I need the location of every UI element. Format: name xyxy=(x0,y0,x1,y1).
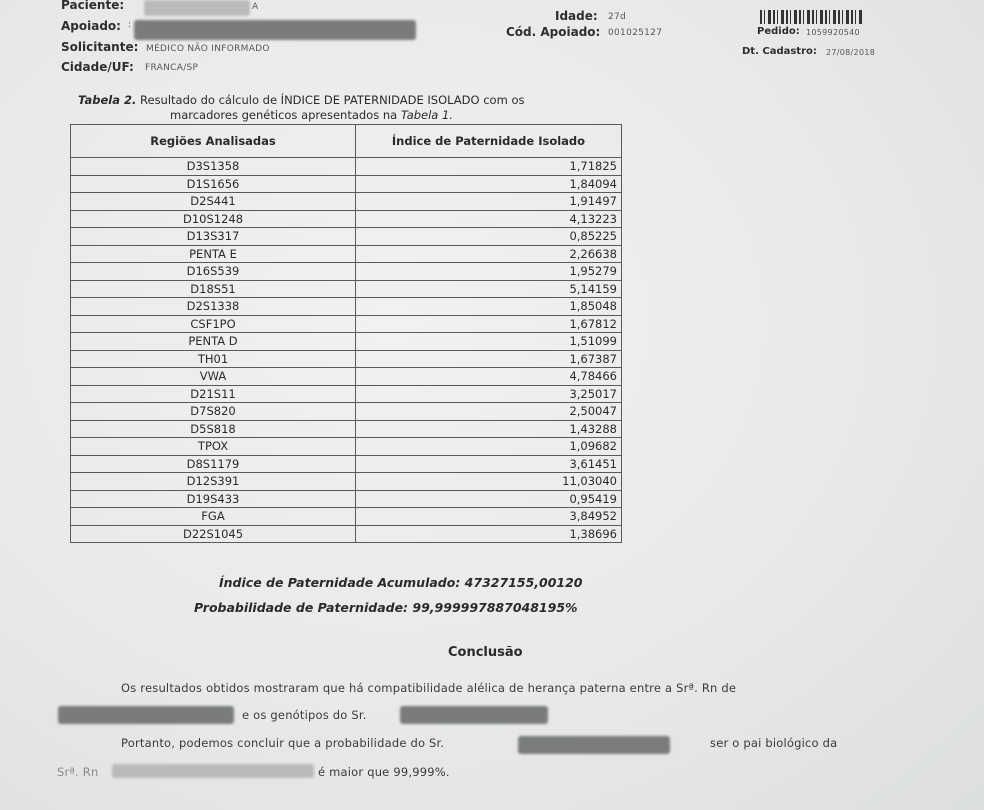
conclusion-p2-line2a: Srª. Rn xyxy=(57,765,99,779)
table-row xyxy=(71,158,622,176)
table-caption-line2 xyxy=(170,108,453,122)
table-row xyxy=(71,350,622,368)
conclusion-p1-line2: e os genótipos do Sr. xyxy=(242,708,367,722)
conclusion-p2-line1b: ser o pai biológico da xyxy=(710,736,838,750)
region-cell: D10S1248 xyxy=(71,210,356,228)
index-value-cell: 1,51099 xyxy=(356,333,622,351)
table-row xyxy=(71,228,622,246)
caption-table-ref: Tabela 1. xyxy=(400,108,453,122)
region-cell: D13S317 xyxy=(71,228,356,246)
region-cell: D5S818 xyxy=(71,420,356,438)
region-cell: D2S1338 xyxy=(71,298,356,316)
table-row xyxy=(71,193,622,211)
table-header-row xyxy=(71,125,622,158)
index-value-cell: 3,61451 xyxy=(356,455,622,473)
child-name-redaction xyxy=(112,764,314,778)
cadastro-label: Dt. Cadastro: xyxy=(742,46,817,57)
region-cell: D1S1656 xyxy=(71,175,356,193)
region-cell: PENTA D xyxy=(71,333,356,351)
table-row xyxy=(71,368,622,386)
index-value-cell: 1,95279 xyxy=(356,263,622,281)
index-value-cell: 1,85048 xyxy=(356,298,622,316)
idade-value: 27d xyxy=(608,12,627,22)
region-cell: D19S433 xyxy=(71,490,356,508)
index-value-cell: 0,95419 xyxy=(356,490,622,508)
table-row xyxy=(71,210,622,228)
table-row xyxy=(71,333,622,351)
conclusion-p2-line2b: é maior que 99,999%. xyxy=(318,765,450,779)
table-row xyxy=(71,455,622,473)
table-caption xyxy=(78,93,524,107)
mother-name-redaction xyxy=(58,706,234,724)
idade-label: Idade: xyxy=(555,9,598,23)
cidade-value: FRANCA/SP xyxy=(145,63,199,73)
region-cell: D12S391 xyxy=(71,473,356,491)
region-cell: CSF1PO xyxy=(71,315,356,333)
index-value-cell: 4,78466 xyxy=(356,368,622,386)
table-row xyxy=(71,175,622,193)
paciente-label: Paciente: xyxy=(61,0,125,12)
paciente-redaction xyxy=(144,0,250,16)
table-row xyxy=(71,245,622,263)
cidade-label: Cidade/UF: xyxy=(61,60,134,74)
col-index-header: Índice de Paternidade Isolado xyxy=(356,125,622,158)
table-row xyxy=(71,385,622,403)
index-value-cell: 2,50047 xyxy=(356,403,622,421)
paternity-index-table xyxy=(70,124,622,543)
table-row xyxy=(71,263,622,281)
caption-text-line2: marcadores genéticos apresentados na xyxy=(170,108,398,122)
table-row xyxy=(71,473,622,491)
index-value-cell: 1,84094 xyxy=(356,175,622,193)
barcode-icon xyxy=(760,10,864,24)
region-cell: FGA xyxy=(71,508,356,526)
region-cell: PENTA E xyxy=(71,245,356,263)
index-value-cell: 3,84952 xyxy=(356,508,622,526)
cod-apoiado-label: Cód. Apoiado: xyxy=(506,25,601,39)
index-value-cell: 1,38696 xyxy=(356,525,622,543)
region-cell: D7S820 xyxy=(71,403,356,421)
caption-tabela-label: Tabela 2. xyxy=(78,93,137,107)
region-cell: D16S539 xyxy=(71,263,356,281)
apoiado-prefix: : xyxy=(128,20,132,30)
cod-apoiado-value: 001025127 xyxy=(608,28,663,38)
caption-text: Resultado do cálculo de ÍNDICE DE PATERNIDADE ISOLADO com os xyxy=(140,93,525,107)
conclusion-p2-line1a: Portanto, podemos concluir que a probabilidade do Sr. xyxy=(121,736,445,750)
region-cell: D8S1179 xyxy=(71,455,356,473)
index-value-cell: 5,14159 xyxy=(356,280,622,298)
region-cell: TH01 xyxy=(71,350,356,368)
region-cell: D22S1045 xyxy=(71,525,356,543)
region-cell: D2S441 xyxy=(71,193,356,211)
table-row xyxy=(71,490,622,508)
apoiado-label: Apoiado: xyxy=(61,19,121,33)
index-value-cell: 1,67812 xyxy=(356,315,622,333)
pedido-value: 1059920540 xyxy=(806,28,860,37)
paternity-probability: Probabilidade de Paternidade: 99,999997887048195% xyxy=(194,600,578,615)
index-value-cell: 1,71825 xyxy=(356,158,622,176)
table-row xyxy=(71,280,622,298)
index-value-cell: 1,09682 xyxy=(356,438,622,456)
paciente-tail: A xyxy=(252,2,259,12)
region-cell: VWA xyxy=(71,368,356,386)
region-cell: D3S1358 xyxy=(71,158,356,176)
region-cell: D18S51 xyxy=(71,280,356,298)
index-value-cell: 1,43288 xyxy=(356,420,622,438)
table-row xyxy=(71,525,622,543)
solicitante-value: MÉDICO NÃO INFORMADO xyxy=(146,44,270,54)
conclusion-p1-line1: Os resultados obtidos mostraram que há compatibilidade alélica de herança paterna entre a Srª. Rn de xyxy=(121,681,737,695)
table-row xyxy=(71,403,622,421)
table-row xyxy=(71,315,622,333)
index-value-cell: 3,25017 xyxy=(356,385,622,403)
accumulated-index: Índice de Paternidade Acumulado: 47327155,00120 xyxy=(219,575,583,590)
index-value-cell: 1,91497 xyxy=(356,193,622,211)
region-cell: TPOX xyxy=(71,438,356,456)
index-value-cell: 4,13223 xyxy=(356,210,622,228)
father-name-redaction-2 xyxy=(518,736,670,754)
pedido-label: Pedido: xyxy=(757,26,800,37)
table-row xyxy=(71,420,622,438)
conclusion-title: Conclusão xyxy=(448,645,523,660)
index-value-cell: 1,67387 xyxy=(356,350,622,368)
table-row xyxy=(71,438,622,456)
solicitante-label: Solicitante: xyxy=(61,40,139,54)
table-row xyxy=(71,508,622,526)
index-value-cell: 0,85225 xyxy=(356,228,622,246)
cadastro-value: 27/08/2018 xyxy=(826,48,876,57)
region-cell: D21S11 xyxy=(71,385,356,403)
col-regions-header: Regiões Analisadas xyxy=(71,125,356,158)
index-value-cell: 11,03040 xyxy=(356,473,622,491)
father-name-redaction xyxy=(400,706,548,724)
table-body xyxy=(71,158,622,543)
index-value-cell: 2,26638 xyxy=(356,245,622,263)
apoiado-redaction xyxy=(134,20,416,40)
table-row xyxy=(71,298,622,316)
